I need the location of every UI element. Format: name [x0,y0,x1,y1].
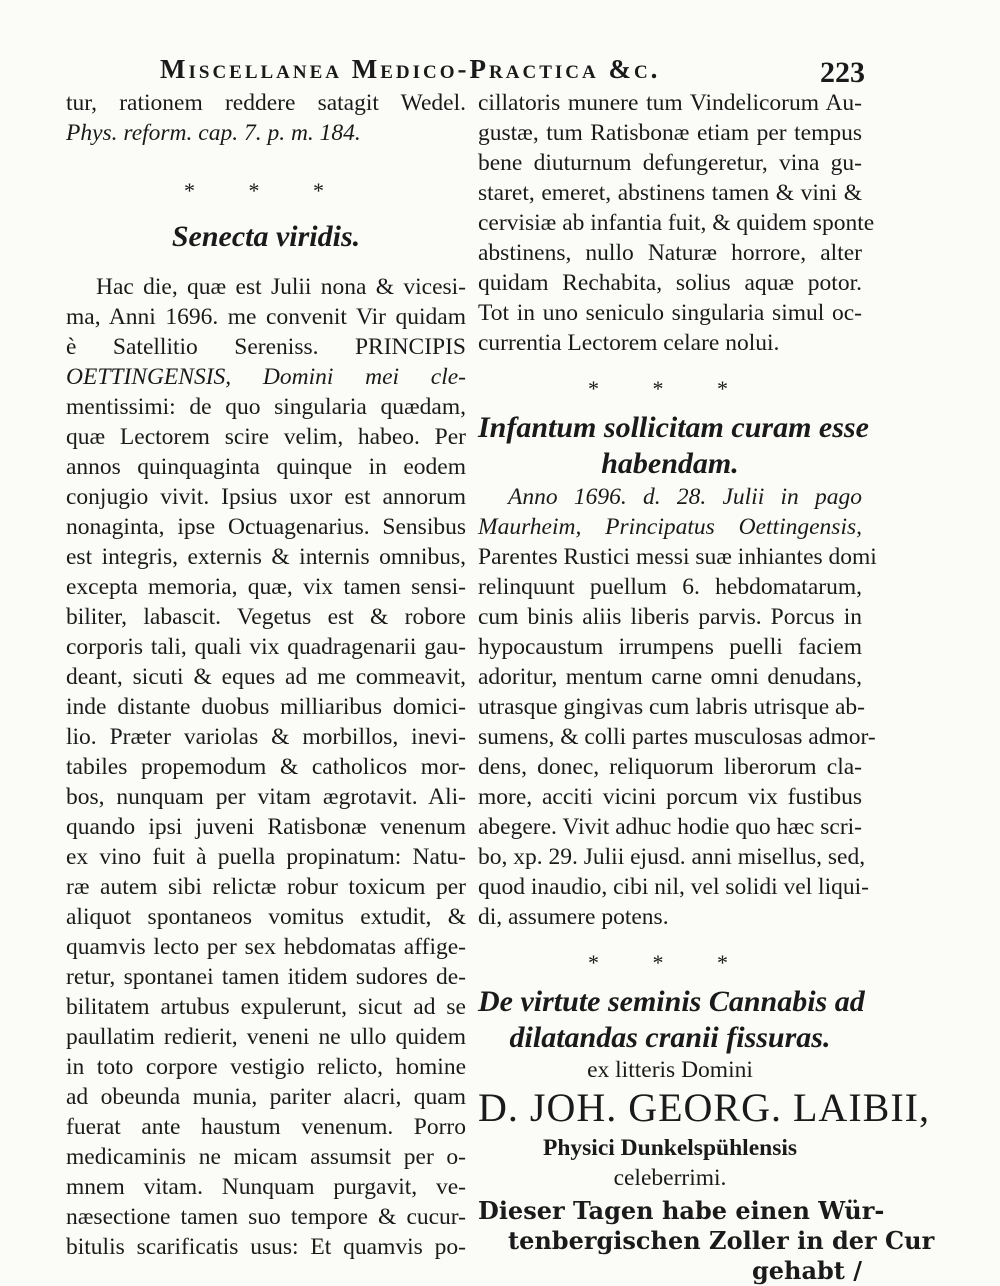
fraktur-line: tenbergischen Zoller in der Cur [508,1226,935,1255]
fraktur-letter [478,1196,935,1286]
text-line: relinquunt puellum 6. hebdomatarum, [478,574,862,600]
text-line: deant, sicuti & eques ad me commeavit, [66,664,466,690]
text-line: cum binis aliis liberis parvis. Porcus in [478,604,862,630]
section-heading: habendam. [601,447,739,480]
text-line: quod inaudio, cibi nil, vel solidi vel liqui- [478,874,869,900]
text-line: annos quinquaginta quinque in eodem [66,454,466,480]
text-line: ræ autem sibi relictæ robur toxicum per [66,874,466,900]
author-name: D. JOH. GEORG. LAIBII, [478,1085,930,1130]
text-line: Maurheim, Principatus Oettingensis, [478,514,862,540]
text-line: cervisiæ ab infantia fuit, & quidem sponte [478,210,875,236]
section-stars: * * * [588,950,752,975]
running-title: Miscellanea Medico-Practica &c. [160,54,661,84]
text-line: bene diuturnum defungeretur, vina gu- [478,150,862,176]
text-line: hypocaustum irrumpens puelli faciem [478,634,862,660]
text-line: Anno 1696. d. 28. Julii in pago [508,484,862,510]
text-line: di, assumere potens. [478,904,669,930]
text-line: in toto corpore vestigio relicto, homine [66,1054,466,1080]
text-line: quamvis lecto per sex hebdomatas affige- [66,934,466,960]
citation-line: Phys. reform. cap. 7. p. m. 184. [66,120,361,146]
text-line: paullatim redierit, veneni ne ullo quidem [66,1024,466,1050]
text-line: est integris, externis & internis omnibus, [66,544,466,570]
text-line: staret, emeret, abstinens tamen & vini & [478,180,862,206]
text-line: conjugio vivit. Ipsius uxor est annorum [66,484,466,510]
text-line: ex vino fuit à puella propinatum: Natu- [66,844,466,870]
text-line: cillatoris munere tum Vindelicorum Au- [478,90,862,116]
text-line: dens, donec, reliquorum liberorum cla- [478,754,862,780]
text-line: næsectione tamen suo tempore & cucur- [66,1204,466,1230]
left-column [66,88,466,1262]
text-line: biliter, labascit. Vegetus est & robore [66,604,466,630]
text-line: more, acciti vicini porcum vix fustibus [478,784,862,810]
text-line: bitulis scarificatis usus: Et quamvis po- [66,1234,466,1260]
text-line: tabiles propemodum & catholicos mor- [66,754,466,780]
text-line: retur, spontanei tamen itidem sudores de- [66,964,466,990]
text-line: inde distante duobus milliaribus domici- [66,694,466,720]
text-line: currentia Lectorem celare nolui. [478,330,780,356]
text-line: mentissimi: de quo singularia quædam, [66,394,466,420]
section-heading: Senecta viridis. [171,220,361,253]
text-line: mnem vitam. Nunquam purgavit, ve- [66,1174,466,1200]
author-epithet: celeberrimi. [613,1165,727,1191]
text-line: adoritur, mentum carne omni denudans, [478,664,862,690]
text-line: excepta memoria, quæ, vix tamen sensi- [66,574,466,600]
section-stars: * * * [184,178,348,203]
text-line: è Satellitio Sereniss. PRINCIPIS [66,334,466,360]
text-line: quæ Lectorem scire velim, habeo. Per [66,424,466,450]
section-heading: Infantum sollicitam curam esse [478,411,869,444]
text-line: quidam Rechabita, solius aquæ potor. [478,270,862,296]
text-line: corporis tali, quali vix quadragenarii gau- [66,634,466,660]
text-line: nonaginta, ipse Octuagenarius. Sensibus [66,514,466,540]
text-line: Tot in uno seniculo singularia simul oc- [478,300,862,326]
text-line: aliquot spontaneos vomitus extudit, & [66,904,466,930]
text-line: ad obeunda munia, pariter alacri, quam [66,1084,466,1110]
text-line: medicaminis ne micam assumsit per o- [66,1144,466,1170]
text-line: fuerat ante haustum venenum. Porro [66,1114,466,1140]
fraktur-line: Dieser Tagen habe einen Wür- [478,1196,885,1225]
right-column [478,88,935,1286]
section-stars: * * * [588,376,752,401]
text-line: tur, rationem reddere satagit Wedel. [66,90,466,116]
text-line: ma, Anni 1696. me convenit Vir quidam [66,304,466,330]
text-line: OETTINGENSIS, Domini mei cle- [66,364,466,390]
text-line: bo, xp. 29. Julii ejusd. anni misellus, sed, [478,844,866,870]
section-heading: dilatandas cranii fissuras. [509,1021,831,1054]
text-line: bilitatem artubus expulerunt, sicut ad se [66,994,466,1020]
text-line: abegere. Vivit adhuc hodie quo hæc scri- [478,814,862,840]
page-number: 223 [820,56,865,89]
text-line: lio. Præter variolas & morbillos, inevi- [66,724,466,750]
author-title: Physici Dunkelspühlensis [542,1135,798,1161]
section-heading: De virtute seminis Cannabis ad [478,985,865,1018]
text-line: sumens, & colli partes musculosas admor- [478,724,876,750]
fraktur-line: gehabt / [751,1256,862,1285]
source-line: ex litteris Domini [587,1057,753,1083]
text-line: abstinens, nullo Naturæ horrore, alter [478,240,862,266]
text-line: Parentes Rustici messi suæ inhiantes domi [478,544,877,570]
text-line: quando ipsi juveni Ratisbonæ venenum [66,814,466,840]
text-line: gustæ, tum Ratisbonæ etiam per tempus [478,120,862,146]
text-line: bos, nunquam per vitam ægrotavit. Ali- [66,784,466,810]
text-line: utrasque gingivas cum labris utrisque ab- [478,694,866,720]
text-line: Hac die, quæ est Julii nona & vicesi- [96,274,466,300]
